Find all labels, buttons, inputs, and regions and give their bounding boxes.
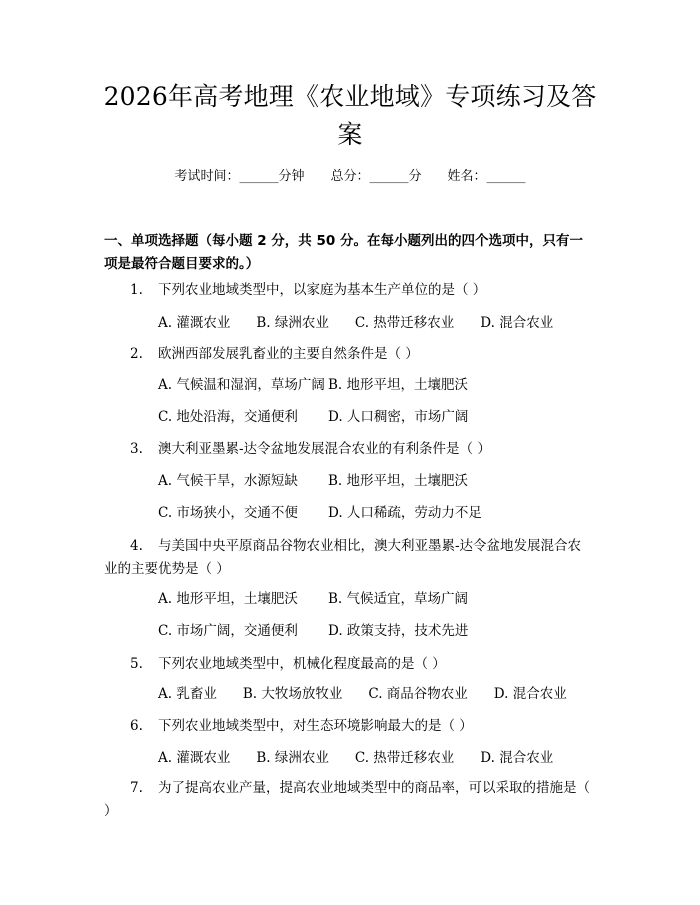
question-4-options-row1	[158, 589, 598, 609]
option-a: A. 地形平坦，土壤肥沃	[158, 591, 298, 607]
option-b: B. 绿洲农业	[256, 750, 329, 766]
question-text: 下列农业地域类型中，以家庭为基本生产单位的是（ ）	[158, 282, 487, 298]
page-title: 2026年高考地理《农业地域》专项练习及答案	[103, 82, 597, 149]
question-7	[104, 777, 594, 823]
question-3-options-row2	[158, 503, 598, 523]
option-a: A. 气候干旱，水源短缺	[158, 473, 298, 489]
student-name-field: 姓名：______	[447, 169, 526, 184]
option-d: D. 混合农业	[480, 750, 554, 766]
question-5	[104, 653, 594, 676]
question-number: 6.	[130, 718, 143, 734]
question-text: 为了提高农业产量，提高农业地域类型中的商品率，可以采取的措施是（ ）	[104, 780, 590, 819]
exam-time-field: 考试时间：______分钟	[174, 169, 305, 184]
question-number: 2.	[130, 346, 143, 362]
question-2-options-row2	[158, 407, 598, 427]
question-text: 与美国中央平原商品谷物农业相比，澳大利亚墨累-达令盆地发展混合农业的主要优势是（ ）	[104, 538, 582, 577]
option-d: D. 人口稀疏，劳动力不足	[328, 505, 482, 521]
question-3-options-row1	[158, 471, 598, 491]
question-2	[104, 343, 594, 366]
question-text: 下列农业地域类型中，机械化程度最高的是（ ）	[158, 656, 446, 672]
total-score-field: 总分：______分	[330, 169, 422, 184]
question-number: 5.	[130, 656, 143, 672]
question-text: 欧洲西部发展乳畜业的主要自然条件是（ ）	[158, 346, 419, 362]
question-number: 1.	[130, 282, 143, 298]
option-b: B. 地形平坦，土壤肥沃	[328, 377, 469, 393]
option-c: C. 热带迁移农业	[354, 315, 455, 331]
option-a: A. 灌溉农业	[158, 315, 231, 331]
question-6-options	[158, 748, 598, 768]
question-4-options-row2	[158, 621, 598, 641]
option-a: A. 灌溉农业	[158, 750, 231, 766]
option-c: C. 热带迁移农业	[354, 750, 455, 766]
option-b: B. 大牧场放牧业	[242, 686, 343, 702]
question-text: 下列农业地域类型中，对生态环境影响最大的是（ ）	[158, 718, 473, 734]
option-d: D. 人口稠密，市场广阔	[328, 409, 469, 425]
option-a: A. 气候温和湿润，草场广阔	[158, 377, 325, 393]
section-heading: 一、单项选择题（每小题 2 分，共 50 分。在每小题列出的四个选项中，只有一项是最符合题目要求的。）	[104, 233, 583, 272]
option-d: D. 混合农业	[493, 686, 567, 702]
question-1-options	[158, 313, 598, 333]
question-1	[104, 279, 594, 302]
option-d: D. 混合农业	[480, 315, 554, 331]
option-b: B. 地形平坦，土壤肥沃	[328, 473, 469, 489]
question-text: 澳大利亚墨累-达令盆地发展混合农业的有利条件是（ ）	[158, 441, 491, 457]
option-c: C. 市场狭小，交通不便	[158, 505, 298, 521]
question-2-options-row1	[158, 375, 598, 395]
question-3	[104, 438, 594, 461]
exam-info-line	[0, 167, 700, 187]
question-5-options	[158, 684, 598, 704]
option-b: B. 绿洲农业	[256, 315, 329, 331]
question-number: 7.	[130, 780, 143, 796]
option-c: C. 市场广阔，交通便利	[158, 623, 298, 639]
option-c: C. 商品谷物农业	[368, 686, 468, 702]
question-number: 3.	[130, 441, 143, 457]
question-6	[104, 715, 594, 738]
option-a: A. 乳畜业	[158, 686, 217, 702]
question-number: 4.	[130, 538, 143, 554]
option-c: C. 地处沿海，交通便利	[158, 409, 298, 425]
question-4	[104, 535, 594, 581]
option-b: B. 气候适宜，草场广阔	[328, 591, 469, 607]
option-d: D. 政策支持，技术先进	[328, 623, 469, 639]
